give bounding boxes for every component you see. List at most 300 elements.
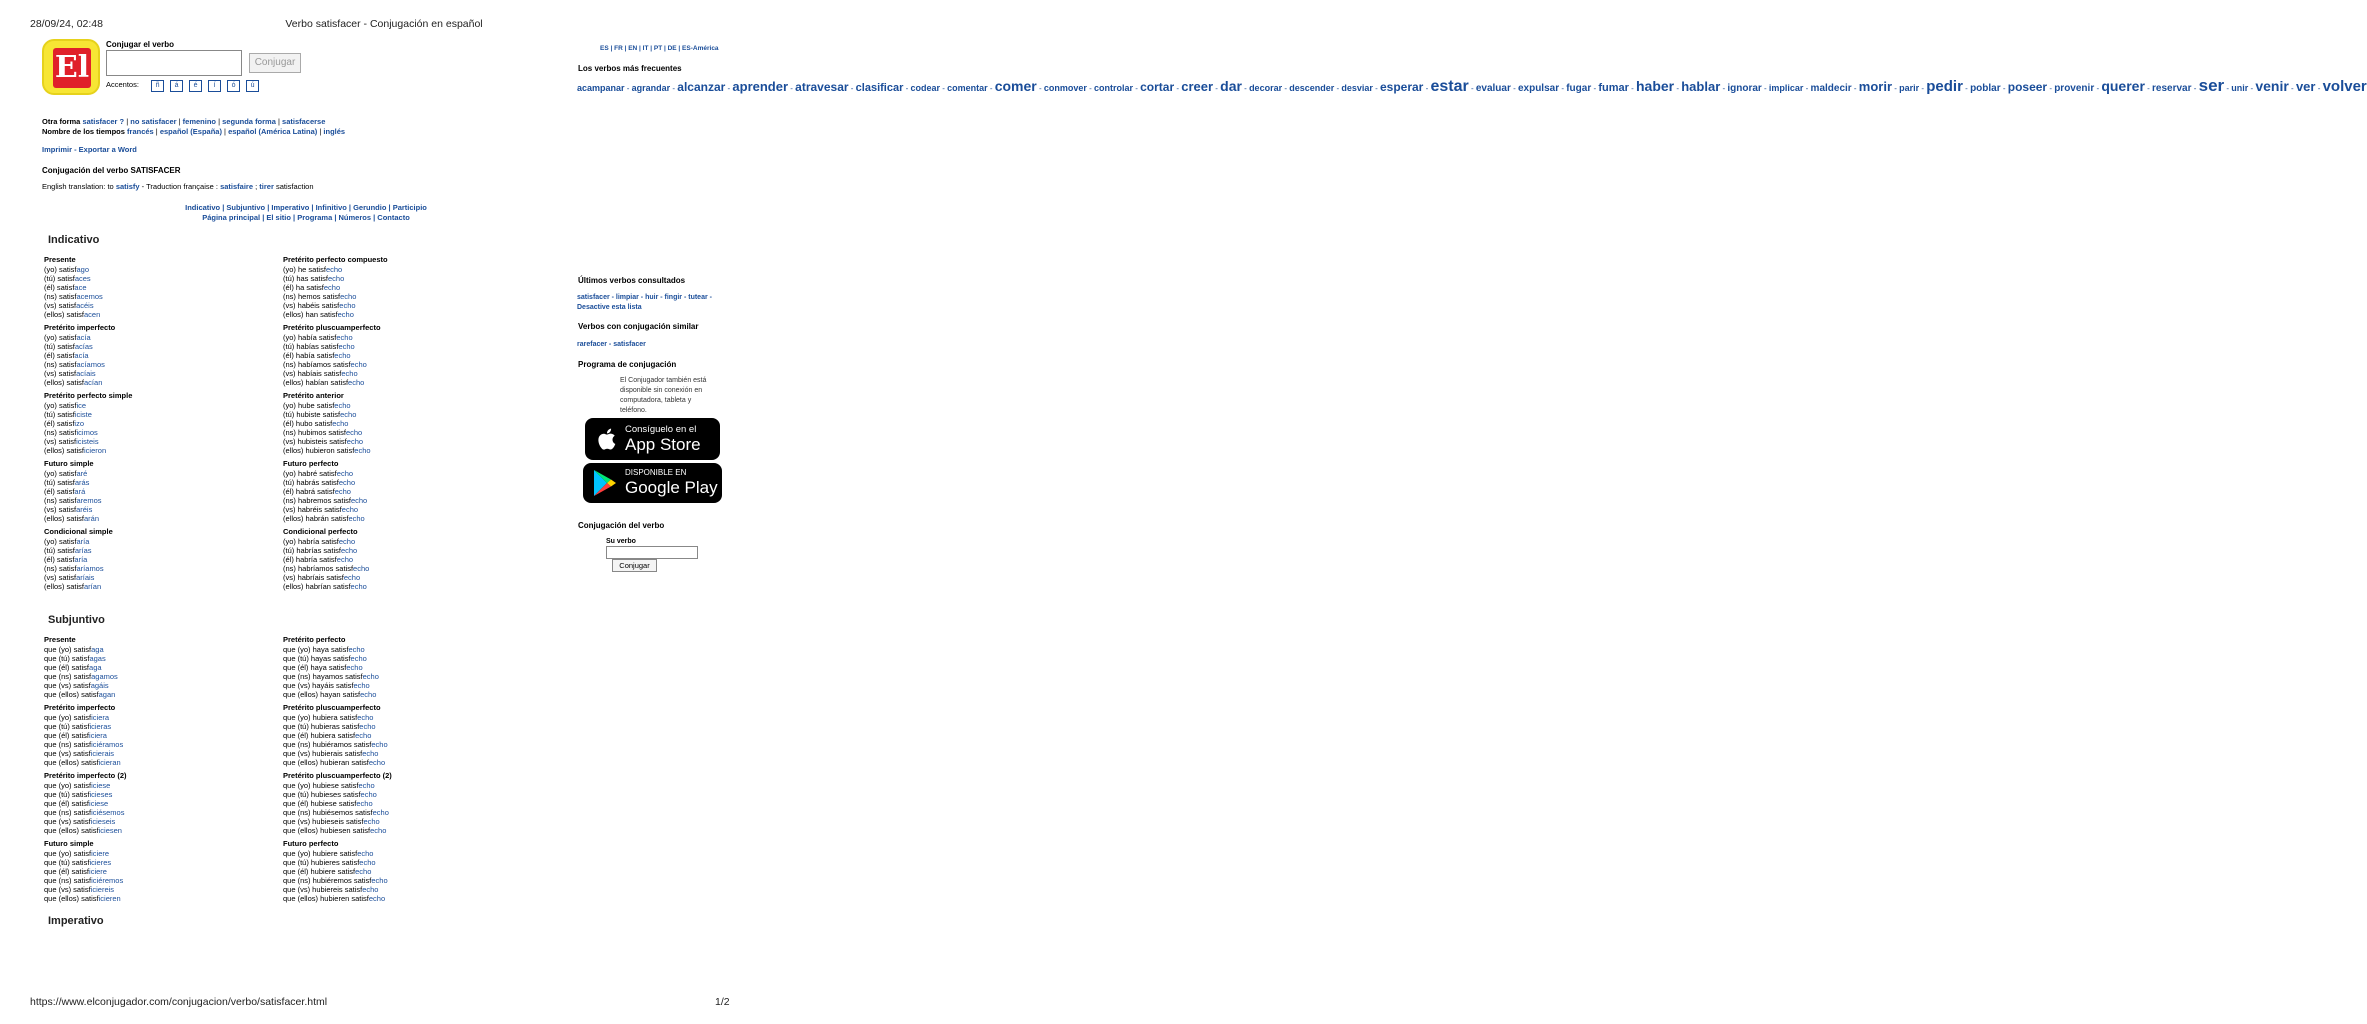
verb-link[interactable]: querer: [2101, 78, 2145, 94]
conjugation-stem: (vs) habéis satisf: [283, 301, 340, 310]
conjugation-stem: que (yo) hubiese satisf: [283, 781, 359, 790]
conjugation-ending: iciera: [89, 731, 107, 740]
conjugation-stem: (vs) habríais satisf: [283, 573, 344, 582]
cloud-separator: -: [939, 84, 948, 93]
cloud-separator: -: [1761, 84, 1769, 93]
conjugation-stem: que (vs) hubierais satisf: [283, 749, 363, 758]
verb-link[interactable]: agrandar: [631, 83, 671, 93]
site-logo[interactable]: [42, 39, 100, 95]
conjugation-ending: echo: [370, 826, 387, 835]
conjugation-ending: arían: [84, 582, 102, 591]
conjugation-stem: (ns) satisf: [44, 428, 77, 437]
cloud-separator: -: [1803, 84, 1811, 93]
conjugation-stem: que (ns) hubiéremos satisf: [283, 876, 372, 885]
conjugation-stem: que (ellos) hayan satisf: [283, 690, 361, 699]
conjugation-ending: echo: [348, 645, 365, 654]
cloud-separator: -: [624, 84, 632, 93]
tense-block: [283, 839, 388, 903]
site-nav[interactable]: Página principal | El sitio | Programa | Números | Contacto: [202, 213, 410, 222]
option-link[interactable]: femenino: [182, 117, 217, 126]
conjugation-ending: echo: [350, 360, 367, 369]
conjugation-stem: que (él) hubiese satisf: [283, 799, 357, 808]
conjugation-stem: (ellos) habían satisf: [283, 378, 349, 387]
verb-link[interactable]: unir: [2231, 83, 2249, 93]
conjugation-row: [283, 826, 392, 835]
conjugation-row: [283, 582, 369, 591]
conjugation-stem: que (vs) hayáis satisf: [283, 681, 354, 690]
conjugation-stem: (yo) habré satisf: [283, 469, 337, 478]
conjugation-stem: (yo) satisf: [44, 265, 77, 274]
conjugation-ending: echo: [354, 446, 371, 455]
sidebar-verb-input[interactable]: [606, 546, 698, 559]
cloud-separator: -: [1628, 84, 1636, 93]
translation-fr-link1[interactable]: satisfaire: [220, 182, 253, 191]
conjugation-row: [283, 333, 381, 342]
cloud-separator: -: [1036, 84, 1044, 93]
conjugation-stem: que (yo) hubiere satisf: [283, 849, 358, 858]
verb-link[interactable]: acampanar: [577, 83, 625, 93]
conjugation-stem: (ellos) satisf: [44, 310, 85, 319]
tense-block: [283, 391, 371, 455]
conjugation-ending: echo: [334, 351, 351, 360]
conjugation-stem: (ellos) hubieron satisf: [283, 446, 355, 455]
cloud-separator: -: [1510, 84, 1518, 93]
language-links[interactable]: ES | FR | EN | IT | PT | DE | ES-América: [600, 45, 719, 52]
accent-button[interactable]: ó: [227, 80, 240, 92]
conjugation-row: [44, 690, 118, 699]
su-verbo-label: Su verbo: [606, 538, 636, 545]
conjugation-row: [44, 555, 113, 564]
sidebar-conjugate-title: Conjugación del verbo: [578, 521, 665, 530]
tense-name: Pretérito perfecto: [283, 635, 346, 644]
tense-block: [283, 771, 392, 835]
option-link[interactable]: francés: [127, 127, 154, 136]
conjugation-ending: ice: [76, 401, 87, 410]
conjugation-ending: agan: [98, 690, 116, 699]
conjugation-ending: echo: [355, 731, 372, 740]
conjugation-row: [283, 867, 388, 876]
app-store-small: Consíguelo en el: [625, 424, 697, 435]
tense-block: [44, 703, 123, 767]
conjugation-row: [44, 274, 103, 283]
conjugation-row: [283, 731, 388, 740]
verb-link[interactable]: pedir: [1926, 78, 1963, 95]
tense-name: Pretérito pluscuamperfecto (2): [283, 771, 392, 780]
conjugation-stem: (tú) habrías satisf: [283, 546, 341, 555]
conjugate-button[interactable]: Conjugar: [249, 53, 301, 73]
conjugation-row: [283, 360, 381, 369]
conjugation-ending: acíamos: [76, 360, 105, 369]
conjugation-row: [283, 478, 367, 487]
translation-row: [42, 182, 314, 191]
verb-link[interactable]: parir: [1899, 83, 1920, 93]
google-play-badge[interactable]: [583, 463, 722, 503]
conjugation-row: [44, 446, 132, 455]
verb-link[interactable]: clasificar: [855, 82, 904, 94]
translation-fr-link2[interactable]: tirer: [259, 182, 274, 191]
verb-link[interactable]: alcanzar: [677, 80, 726, 94]
conjugation-row: [283, 681, 379, 690]
conjugation-row: [283, 749, 388, 758]
conjugation-row: [44, 817, 127, 826]
conjugation-row: [44, 342, 115, 351]
cloud-separator: -: [1892, 84, 1900, 93]
conjugation-stem: (yo) satisf: [44, 537, 77, 546]
conjugation-stem: (tú) hubiste satisf: [283, 410, 341, 419]
verb-link[interactable]: comentar: [947, 83, 988, 93]
cloud-separator: -: [2094, 84, 2102, 93]
link-separator: |: [317, 127, 324, 136]
option-link[interactable]: satisfacer ?: [82, 117, 125, 126]
cloud-separator: -: [1423, 84, 1431, 93]
conjugation-stem: (ns) hubimos satisf: [283, 428, 346, 437]
accent-button[interactable]: ñ: [151, 80, 164, 92]
conjugation-ending: echo: [357, 849, 374, 858]
accent-button[interactable]: é: [189, 80, 202, 92]
conjugation-ending: echo: [332, 419, 349, 428]
conjugation-row: [44, 722, 123, 731]
conjugation-row: [283, 672, 379, 681]
tense-name: Pretérito perfecto compuesto: [283, 255, 388, 264]
option-link[interactable]: español (España): [159, 127, 222, 136]
app-store-badge[interactable]: [585, 418, 720, 460]
conjugation-row: [283, 514, 367, 523]
tense-name: Futuro perfecto: [283, 839, 339, 848]
tense-name: Presente: [44, 635, 76, 644]
conjugation-row: [44, 885, 123, 894]
verb-link[interactable]: descender: [1289, 83, 1335, 93]
conjugation-row: [283, 537, 369, 546]
conjugation-stem: que (vs) satisf: [44, 817, 91, 826]
conjugation-row: [283, 758, 388, 767]
conjugation-ending: aría: [76, 537, 90, 546]
conjugation-ending: echo: [338, 478, 356, 487]
tense-block: [283, 703, 388, 767]
conjugation-stem: (vs) hubisteis satisf: [283, 437, 347, 446]
conjugation-stem: (él) satisf: [44, 351, 75, 360]
link-separator: |: [216, 117, 223, 126]
option-link[interactable]: segunda forma: [222, 117, 276, 126]
conjugation-ending: arán: [84, 514, 100, 523]
tense-block: [283, 459, 367, 523]
verb-link[interactable]: poblar: [1970, 83, 2001, 94]
conjugation-ending: icieres: [89, 858, 112, 867]
verb-link[interactable]: ignorar: [1727, 83, 1762, 94]
conjugation-row: [44, 360, 115, 369]
conjugation-ending: iciesen: [98, 826, 122, 835]
recent-verbs-list[interactable]: satisfacer - limpiar - huir - fingir - tutear - Desactive esta lista: [577, 294, 712, 311]
accent-buttons: [151, 80, 265, 89]
verb-link[interactable]: poseer: [2007, 80, 2048, 94]
conjugation-stem: que (él) satisf: [44, 799, 90, 808]
option-link[interactable]: inglés: [323, 127, 346, 136]
tense-name: Condicional perfecto: [283, 527, 358, 536]
tense-name: Pretérito perfecto simple: [44, 391, 133, 400]
conjugation-stem: que (ellos) hubiesen satisf: [283, 826, 371, 835]
accent-button[interactable]: í: [208, 80, 221, 92]
google-play-small: DISPONIBLE EN: [625, 468, 687, 477]
conjugation-row: [44, 369, 115, 378]
tense-name: Pretérito pluscuamperfecto: [283, 703, 381, 712]
conjugation-ending: icieron: [84, 446, 107, 455]
conjugation-ending: iciereis: [90, 885, 115, 894]
option-link[interactable]: satisfacerse: [282, 117, 326, 126]
conjugation-ending: icieran: [98, 758, 121, 767]
cloud-separator: -: [1559, 84, 1567, 93]
verb-link[interactable]: estar: [1430, 78, 1469, 95]
conjugation-ending: echo: [350, 496, 368, 505]
verb-link[interactable]: reservar: [2152, 83, 2192, 94]
conjugation-stem: (él) ha satisf: [283, 283, 324, 292]
conjugation-ending: echo: [340, 546, 358, 555]
translation-fr-after: satisfaction: [275, 182, 314, 191]
verb-link[interactable]: maldecir: [1810, 83, 1852, 94]
cloud-separator: -: [848, 84, 856, 93]
conjugation-ending: acía: [74, 351, 89, 360]
conjugation-row: [44, 808, 127, 817]
conjugation-ending: echo: [371, 876, 388, 885]
conjugation-ending: icisteis: [76, 437, 99, 446]
conjugation-stem: (tú) satisf: [44, 342, 75, 351]
conjugation-ending: iciste: [74, 410, 92, 419]
conjugation-row: [283, 645, 379, 654]
print-export-links[interactable]: Imprimir - Exportar a Word: [42, 145, 137, 154]
conjugation-row: [283, 310, 388, 319]
conjugation-ending: echo: [371, 740, 388, 749]
frequent-verbs-title: Los verbos más frecuentes: [578, 64, 682, 73]
conjugation-stem: (ns) satisf: [44, 564, 77, 573]
conjugation-row: [283, 437, 371, 446]
conjugation-ending: ace: [74, 283, 87, 292]
conjugation-stem: que (él) satisf: [44, 731, 90, 740]
conjugation-stem: (vs) satisf: [44, 369, 77, 378]
print-datetime: 28/09/24, 02:48: [30, 18, 103, 30]
conjugation-stem: (ellos) satisf: [44, 514, 85, 523]
conjugation-stem: (ns) satisf: [44, 496, 77, 505]
tense-name: Futuro simple: [44, 459, 94, 468]
conjugation-stem: que (ellos) hubieran satisf: [283, 758, 369, 767]
verb-link[interactable]: implicar: [1768, 83, 1804, 93]
conjugation-stem: que (yo) satisf: [44, 849, 92, 858]
verb-link[interactable]: volver: [2322, 78, 2367, 95]
accents-label: Accentos:: [106, 80, 139, 89]
conjugation-stem: que (ellos) hubieren satisf: [283, 894, 369, 903]
conjugation-ending: acen: [84, 310, 101, 319]
conjugation-stem: (tú) habrás satisf: [283, 478, 339, 487]
conjugation-row: [44, 573, 113, 582]
conjugation-ending: echo: [336, 555, 354, 564]
conjugation-stem: que (él) satisf: [44, 663, 90, 672]
conjugation-ending: echo: [340, 292, 357, 301]
verb-link[interactable]: decorar: [1249, 83, 1283, 93]
conjugation-row: [44, 478, 102, 487]
conjugation-row: [283, 876, 388, 885]
translation-en-link[interactable]: satisfy: [115, 182, 140, 191]
verb-link[interactable]: ser: [2198, 76, 2225, 95]
conjugation-ending: echo: [360, 690, 377, 699]
conjugation-stem: que (vs) satisf: [44, 749, 91, 758]
conjugation-stem: (ellos) satisf: [44, 446, 85, 455]
accent-button[interactable]: ú: [246, 80, 259, 92]
conjugation-stem: (ellos) satisf: [44, 378, 85, 387]
conjugation-row: [283, 487, 367, 496]
conjugation-stem: que (vs) satisf: [44, 681, 91, 690]
conjugation-ending: aga: [89, 663, 102, 672]
conjugation-row: [283, 722, 388, 731]
conjugation-ending: ará: [74, 487, 86, 496]
verb-link[interactable]: controlar: [1093, 83, 1133, 93]
conjugation-ending: aríamos: [76, 564, 104, 573]
conjugation-stem: (tú) satisf: [44, 274, 75, 283]
verb-link[interactable]: expulsar: [1517, 83, 1560, 94]
conjugation-ending: icimos: [76, 428, 98, 437]
conjugation-ending: echo: [336, 469, 354, 478]
google-play-icon: [592, 469, 618, 497]
conjugation-row: [283, 342, 381, 351]
verb-link[interactable]: fumar: [1598, 82, 1629, 94]
tense-block: [44, 771, 127, 835]
conjugation-ending: iciéramos: [91, 740, 124, 749]
accent-button[interactable]: á: [170, 80, 183, 92]
conjugation-row: [44, 858, 123, 867]
verb-link[interactable]: haber: [1636, 78, 1675, 94]
frequent-verbs-cloud: [577, 76, 2367, 95]
conjugation-stem: (ns) habíamos satisf: [283, 360, 351, 369]
conjugation-row: [283, 410, 371, 419]
similar-verbs-list[interactable]: rarefacer - satisfacer: [577, 341, 646, 348]
conjugation-stem: que (tú) satisf: [44, 790, 90, 799]
conjugation-row: [44, 410, 132, 419]
conjugation-stem: que (ns) satisf: [44, 876, 92, 885]
conjugation-row: [44, 731, 123, 740]
conjugation-stem: (vs) satisf: [44, 437, 77, 446]
conjugation-ending: echo: [350, 654, 367, 663]
conjugation-row: [283, 885, 388, 894]
verb-link[interactable]: ver: [2295, 79, 2316, 94]
conjugation-ending: echo: [368, 758, 386, 767]
conjugation-row: [283, 401, 371, 410]
conjugation-stem: (vs) satisf: [44, 573, 77, 582]
conjugation-ending: echo: [356, 799, 373, 808]
cloud-separator: -: [1086, 84, 1094, 93]
conjugation-stem: (yo) había satisf: [283, 333, 337, 342]
conjugation-ending: aces: [74, 274, 91, 283]
conjugation-ending: echo: [338, 342, 355, 351]
conjugation-ending: echo: [355, 867, 372, 876]
conjugation-row: [283, 274, 388, 283]
verb-link[interactable]: dar: [1220, 78, 1242, 94]
conjugation-row: [283, 790, 392, 799]
verb-link[interactable]: esperar: [1379, 80, 1424, 94]
conjugation-row: [44, 582, 113, 591]
verb-link[interactable]: morir: [1858, 79, 1893, 94]
conjugation-row: [44, 351, 115, 360]
conjugation-row: [283, 369, 381, 378]
conjugation-stem: (vs) habréis satisf: [283, 505, 342, 514]
conjugation-ending: iciere: [91, 849, 110, 858]
conjugation-stem: que (yo) satisf: [44, 645, 92, 654]
conjugation-stem: que (ns) satisf: [44, 808, 92, 817]
conjugation-row: [44, 378, 115, 387]
translation-fr-sep: ;: [255, 182, 258, 191]
accents-row: [106, 80, 265, 92]
verb-link[interactable]: codear: [910, 83, 940, 93]
similar-verbs-title: Verbos con conjugación similar: [578, 322, 699, 331]
conjugation-stem: (él) había satisf: [283, 351, 335, 360]
conjugation-stem: (yo) he satisf: [283, 265, 326, 274]
conjugation-ending: echo: [368, 894, 386, 903]
sidebar-conjugate-button[interactable]: Conjugar: [612, 559, 657, 572]
verb-link[interactable]: cortar: [1140, 80, 1175, 94]
conjugation-ending: echo: [334, 401, 351, 410]
conjugation-row: [44, 564, 113, 573]
conjugation-stem: que (ellos) satisf: [44, 758, 99, 767]
conjugation-ending: echo: [337, 310, 354, 319]
tense-block: [44, 323, 115, 387]
conjugation-row: [44, 310, 103, 319]
conjugation-row: [44, 292, 103, 301]
verb-link[interactable]: venir: [2255, 78, 2289, 94]
conjugation-row: [44, 401, 132, 410]
conjugation-stem: que (ns) satisf: [44, 672, 92, 681]
verb-link[interactable]: desviar: [1341, 83, 1373, 93]
conjugation-ending: aríais: [76, 573, 95, 582]
program-text: El Conjugador también está disponible sin conexión en computadora, tableta y teléfono.: [620, 377, 707, 414]
verb-link[interactable]: hablar: [1681, 79, 1721, 94]
conjugation-ending: agas: [89, 654, 106, 663]
conjugation-row: [283, 505, 367, 514]
conjugation-stem: (él) habría satisf: [283, 555, 337, 564]
conjugation-row: [44, 301, 103, 310]
verb-link[interactable]: provenir: [2054, 83, 2095, 94]
google-play-big: Google Play: [625, 478, 718, 497]
conjugation-row: [44, 265, 103, 274]
indicativo-title: Indicativo: [48, 234, 100, 246]
conjugation-row: [283, 496, 367, 505]
tense-name: Pretérito imperfecto (2): [44, 771, 127, 780]
conjugation-stem: que (ns) hubiéramos satisf: [283, 740, 372, 749]
verb-search-input[interactable]: [106, 50, 242, 76]
verb-link[interactable]: comer: [994, 78, 1037, 94]
verb-link[interactable]: conmover: [1043, 83, 1087, 93]
conjugation-stem: que (vs) hubiereis satisf: [283, 885, 363, 894]
option-link[interactable]: no satisfacer: [130, 117, 177, 126]
conjugation-ending: echo: [350, 582, 367, 591]
conjugation-ending: acemos: [76, 292, 103, 301]
option-link[interactable]: español (América Latina): [228, 127, 318, 136]
conjugation-ending: echo: [343, 573, 361, 582]
verb-link[interactable]: evaluar: [1475, 83, 1511, 94]
conjugation-ending: acía: [76, 333, 91, 342]
conjugation-ending: aría: [74, 555, 88, 564]
conjugation-ending: icieren: [98, 894, 121, 903]
verb-link[interactable]: aprender: [732, 79, 789, 94]
tense-names-label: Nombre de los tiempos: [42, 127, 125, 136]
verb-link[interactable]: atravesar: [795, 80, 849, 94]
conjugation-row: [283, 469, 367, 478]
conjugation-row: [283, 419, 371, 428]
verb-link[interactable]: creer: [1181, 79, 1214, 94]
translation-fr-label: - Traduction française :: [141, 182, 218, 191]
mode-nav[interactable]: Indicativo | Subjuntivo | Imperativo | Infinitivo | Gerundio | Participio: [185, 203, 427, 212]
conjugation-row: [283, 817, 392, 826]
conjugation-stem: (ns) hemos satisf: [283, 292, 341, 301]
conjugation-row: [44, 537, 113, 546]
verb-link[interactable]: fugar: [1566, 83, 1592, 94]
conjugation-row: [283, 265, 388, 274]
conjugation-ending: acéis: [76, 301, 94, 310]
conjugation-stem: (ns) habremos satisf: [283, 496, 351, 505]
